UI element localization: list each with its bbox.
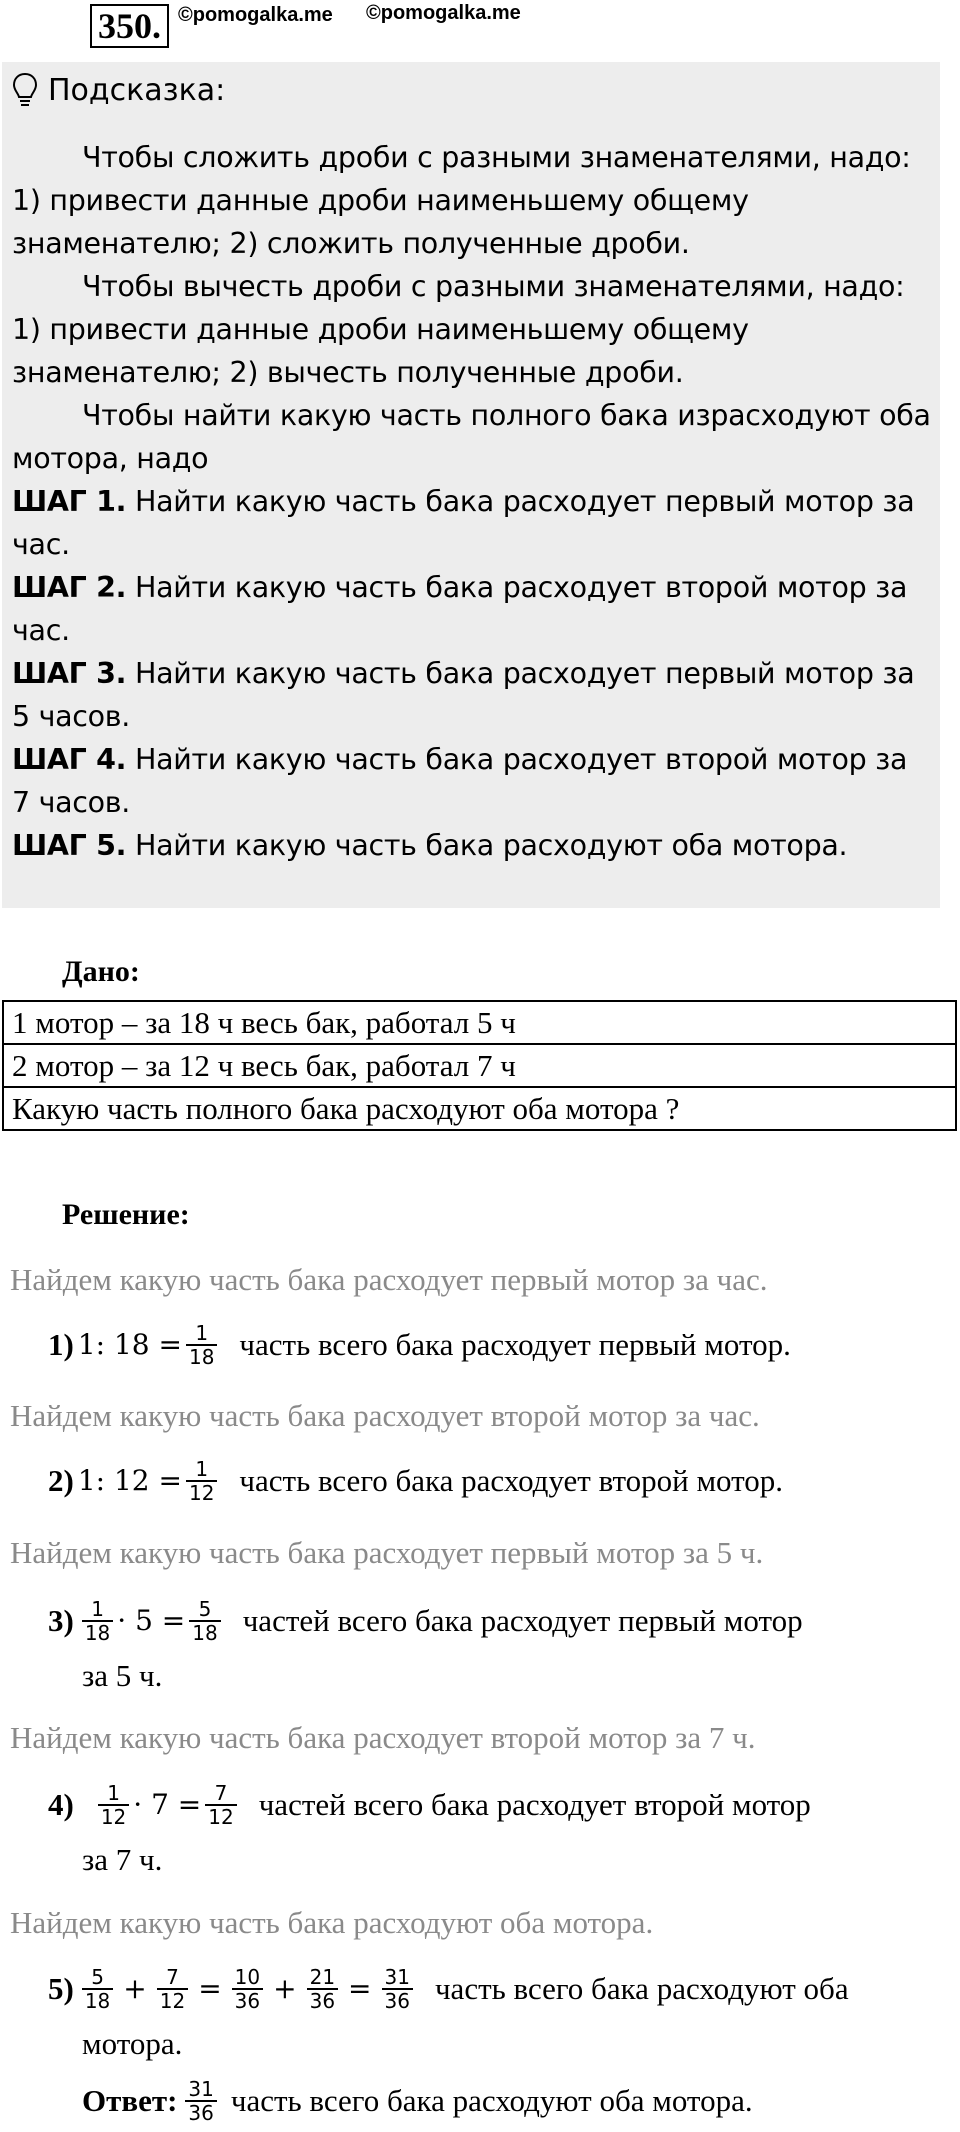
hint-paragraph: Чтобы вычесть дроби с разными знаменателями, надо: 1) привести данные дроби наименьшему общему знаменателю; 2) вычесть полученные дроби.	[12, 270, 905, 389]
solution-continuation: мотора.	[82, 2026, 183, 2061]
given-cell: 1 мотор – за 18 ч весь бак, работал 5 ч	[3, 1001, 956, 1044]
fraction: $\frac{5}{18}$	[189, 1598, 220, 1644]
solution-step-1: 1) 1: 18 = $\frac{1}{18}$ часть всего бака расходует первый мотор.	[48, 1321, 791, 1369]
lightbulb-icon	[12, 72, 38, 108]
fraction: $\frac{1}{12}$	[98, 1782, 129, 1828]
solution-comment: Найдем какую часть бака расходует второй мотор за час.	[10, 1398, 760, 1433]
table-row	[3, 1001, 956, 1044]
fraction: $\frac{7}{12}$	[157, 1966, 188, 2012]
hint-title	[12, 72, 225, 108]
hint-paragraph: Чтобы сложить дроби с разными знаменателями, надо: 1) привести данные дроби наименьшему общему знаменателю; 2) сложить полученные дроби.	[12, 141, 911, 260]
solution-continuation: за 5 ч.	[82, 1658, 163, 1693]
fraction: $\frac{1}{18}$	[186, 1322, 217, 1368]
fraction: $\frac{31}{36}$	[185, 2078, 216, 2124]
solution-step-5: 5) $\frac{5}{18}$ + $\frac{7}{12}$ = $\frac{10}{36}$ + $\frac{21}{36}$ = $\frac{31}{36}$ часть всего бака расходуют оба	[48, 1965, 849, 2013]
solution-comment: Найдем какую часть бака расходует первый мотор за 5 ч.	[10, 1535, 764, 1570]
hint-step: ШАГ 4. Найти какую часть бака расходует второй мотор за 7 часов.	[12, 743, 908, 819]
fraction: $\frac{21}{36}$	[307, 1966, 338, 2012]
given-cell: 2 мотор – за 12 ч весь бак, работал 7 ч	[3, 1044, 956, 1087]
solution-comment: Найдем какую часть бака расходуют оба мотора.	[10, 1905, 654, 1940]
answer-line: Ответ: $\frac{31}{36}$ часть всего бака расходуют оба мотора.	[82, 2077, 753, 2125]
table-row	[3, 1044, 956, 1087]
solution-continuation: за 7 ч.	[82, 1842, 163, 1877]
hint-step: ШАГ 5. Найти какую часть бака расходуют оба мотора.	[12, 829, 848, 862]
watermark: ©pomogalka.me	[178, 4, 333, 26]
fraction: $\frac{31}{36}$	[382, 1966, 413, 2012]
solution-comment: Найдем какую часть бака расходует первый мотор за час.	[10, 1262, 768, 1297]
fraction: $\frac{5}{18}$	[82, 1966, 113, 2012]
watermark: ©pomogalka.me	[366, 2, 521, 24]
fraction: $\frac{1}{18}$	[82, 1598, 113, 1644]
given-cell: Какую часть полного бака расходуют оба мотора ?	[3, 1087, 956, 1130]
solution-comment: Найдем какую часть бака расходует второй мотор за 7 ч.	[10, 1720, 756, 1755]
problem-number: 350.	[90, 4, 169, 48]
hint-step: ШАГ 3. Найти какую часть бака расходует первый мотор за 5 часов.	[12, 657, 915, 733]
hint-title-text: Подсказка:	[48, 72, 226, 108]
hint-step: ШАГ 2. Найти какую часть бака расходует второй мотор за час.	[12, 571, 908, 647]
hint-body	[12, 136, 932, 867]
fraction: $\frac{1}{12}$	[186, 1458, 217, 1504]
table-row	[3, 1087, 956, 1130]
hint-paragraph: Чтобы найти какую часть полного бака израсходуют оба мотора, надо	[12, 399, 931, 475]
given-table	[2, 1000, 957, 1131]
solution-label: Решение:	[62, 1198, 190, 1231]
solution-step-4: 4) $\frac{1}{12}$ · 7 = $\frac{7}{12}$ частей всего бака расходует второй мотор	[48, 1781, 811, 1829]
fraction: $\frac{10}{36}$	[232, 1966, 263, 2012]
fraction: $\frac{7}{12}$	[205, 1782, 236, 1828]
solution-step-2: 2) 1: 12 = $\frac{1}{12}$ часть всего бака расходует второй мотор.	[48, 1457, 784, 1505]
given-label: Дано:	[62, 955, 140, 988]
hint-step: ШАГ 1. Найти какую часть бака расходует первый мотор за час.	[12, 485, 915, 561]
solution-step-3: 3) $\frac{1}{18}$ · 5 = $\frac{5}{18}$ частей всего бака расходует первый мотор	[48, 1597, 803, 1645]
